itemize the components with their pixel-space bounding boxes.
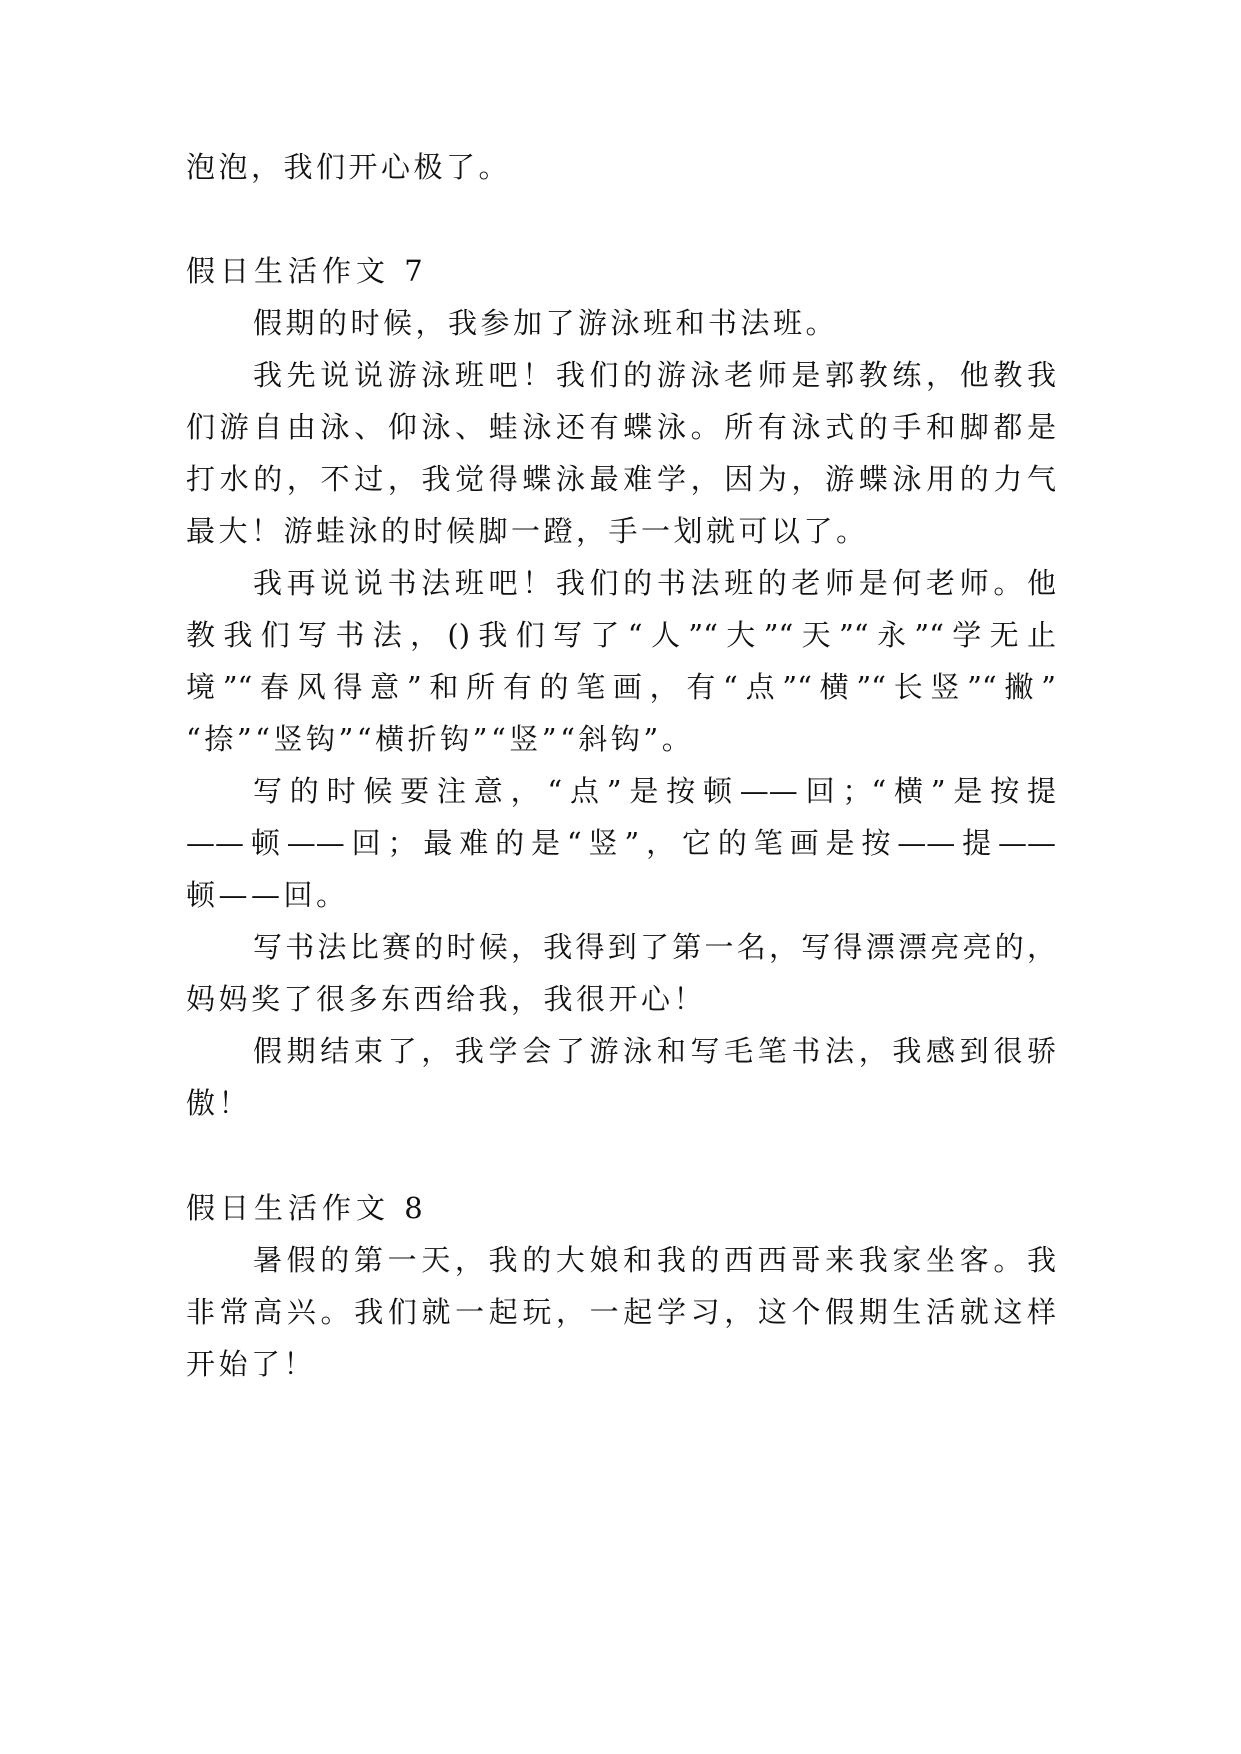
paragraph-line: 打水的，不过，我觉得蝶泳最难学，因为，游蝶泳用的力气 — [186, 462, 1056, 496]
paragraph-line: 假期结束了，我学会了游泳和写毛笔书法，我感到很骄 — [253, 1034, 1056, 1068]
paragraph-line: 教我们写书法，()我们写了“人”“大”“天”“永”“学无止 — [186, 618, 1056, 652]
paragraph-line: 们游自由泳、仰泳、蛙泳还有蝶泳。所有泳式的手和脚都是 — [186, 410, 1056, 444]
paragraph-line: 境”“春风得意”和所有的笔画，有“点”“横”“长竖”“撇” — [186, 670, 1056, 704]
paragraph-line: 非常高兴。我们就一起玩，一起学习，这个假期生活就这样 — [186, 1295, 1056, 1329]
continuation-line: 泡泡，我们开心极了。 — [186, 150, 512, 184]
paragraph-line: 写书法比赛的时候，我得到了第一名，写得漂漂亮亮的， — [253, 930, 1056, 964]
section-title: 假日生活作文 7 — [186, 254, 428, 288]
paragraph-line: 傲！ — [186, 1086, 252, 1120]
paragraph-line: 假期的时候，我参加了游泳班和书法班。 — [253, 306, 839, 340]
paragraph-line: 暑假的第一天，我的大娘和我的西西哥来我家坐客。我 — [253, 1243, 1056, 1277]
paragraph-line: 开始了！ — [186, 1347, 317, 1381]
paragraph-line: 妈妈奖了很多东西给我，我很开心！ — [186, 982, 707, 1016]
paragraph-line: 最大！游蛙泳的时候脚一蹬，手一划就可以了。 — [186, 514, 869, 548]
paragraph-line: 我先说说游泳班吧！我们的游泳老师是郭教练，他教我 — [253, 358, 1056, 392]
paragraph-line: “捺”“竖钩”“横折钩”“竖”“斜钩”。 — [186, 722, 695, 756]
paragraph-line: 顿——回。 — [186, 878, 349, 912]
paragraph-line: ——顿——回；最难的是“竖”，它的笔画是按——提—— — [186, 826, 1056, 860]
paragraph-line: 写的时候要注意，“点”是按顿——回；“横”是按提 — [253, 774, 1056, 808]
section-title: 假日生活作文 8 — [186, 1191, 428, 1225]
paragraph-line: 我再说说书法班吧！我们的书法班的老师是何老师。他 — [253, 566, 1056, 600]
